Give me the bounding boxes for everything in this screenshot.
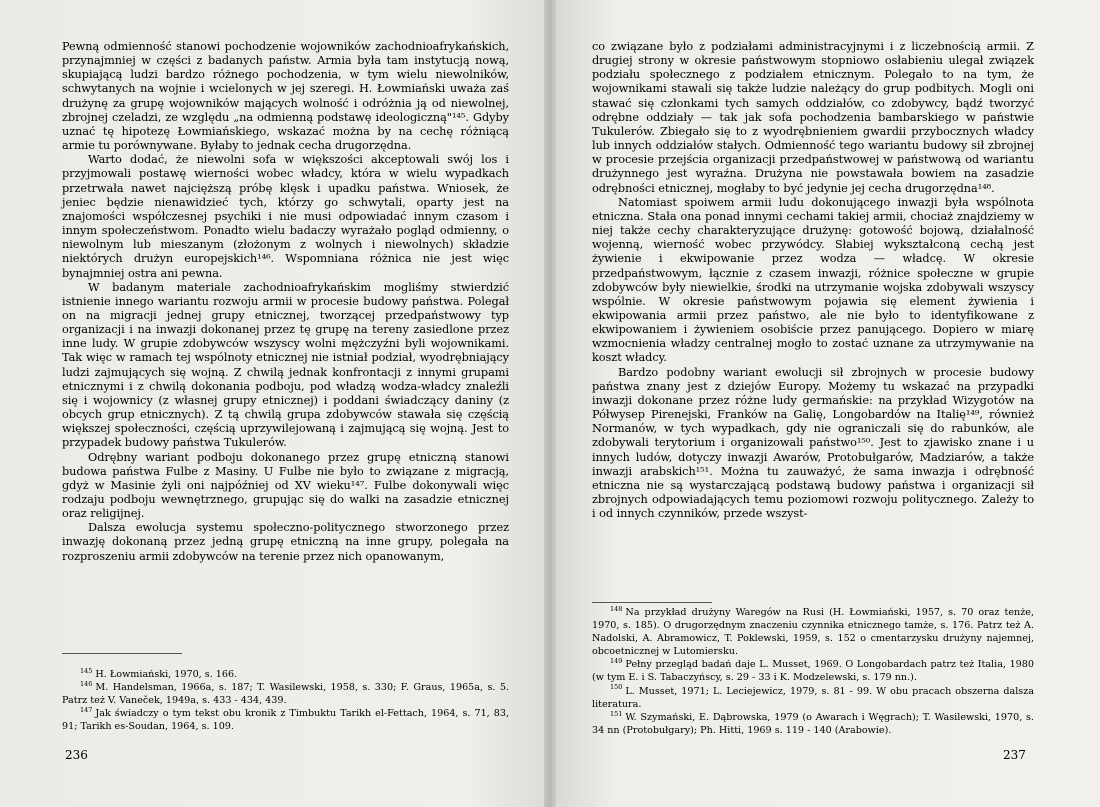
footnote-text: L. Musset, 1971; L. Leciejewicz, 1979, s. 81 - 99. W obu pracach obszerna dalsza literatura. <box>592 685 1034 710</box>
page-number: 236 <box>65 748 88 762</box>
footnote <box>592 685 1034 711</box>
footnote-text: H. Łowmiański, 1970, s. 166. <box>95 669 238 680</box>
footnote-text: W. Szymański, E. Dąbrowska, 1979 (o Awarach i Węgrach); T. Wasilewski, 1970, s. 34 nn (Protobułgary); Ph. Hitti, 1969 s. 119 - 140 (Arabowie). <box>592 711 1034 736</box>
footnote-text: M. Handelsman, 1966a, s. 187; T. Wasilewski, 1958, s. 330; F. Graus, 1965a, s. 5. Patrz też V. Vaneček, 1949a, s. 433 - 434, 439. <box>62 682 509 707</box>
footnote-number: 149 <box>610 657 623 666</box>
footnote-text: Pełny przegląd badań daje L. Musset, 1969. O Longobardach patrz też Italia, 1980 (w tym E. i S. Tabaczyńscy, s. 29 - 33 i K. Modzelewski, s. 179 nn.). <box>592 659 1034 684</box>
paragraph: Warto dodać, że niewolni sofa w większości akceptowali swój los i przyjmowali postawę wierności wobec władcy, która w wielu wypadkach przetrwała nawet najcięższą próbę klęsk i upadku państwa. Wniosek, że jeniec będzie nienawidzieć tych, którzy go schwytali, oparty jest na znajomości współczesnej psychiki i nie musi odpowiadać innym czasom i innym społeczeństwom. Ponadto wielu badaczy wyrażało pogląd odmienny, o niewolnym lub mieszanym (złożonym z wolnych i niewolnych) składzie niektórych drużyn europejskich¹⁴⁶. Wspomniana różnica nie jest więc bynajmniej ostra ani pewna. <box>62 153 509 280</box>
footnote-number: 145 <box>80 666 93 675</box>
page-number: 237 <box>1003 748 1026 762</box>
footnote-separator <box>592 602 712 603</box>
footnote <box>592 606 1034 658</box>
paragraph: co związane było z podziałami administracyjnymi i z liczebnością armii. Z drugiej strony w okresie państwowym stopniowo osłabieniu ulegał związek podziału społecznego z podziałem etnicznym. Polegało to na tym, że wojownikami stawali się także ludzie należący do grup podbitych. Mogli oni stawać się członkami tych samych oddziałów, co zdobywcy, bądź tworzyć odrębne oddziały — tak jak sofa pochodzenia bambarskiego w państwie Tukulerów. Zbiegało się to z wyodrębnieniem gwardii przybocznych władcy lub innych oddziałów stałych. Odmienność tego wariantu budowy sił zbrojnej w procesie przejścia organizacji przedpaństwowej w państwową od wariantu drużynnego jest wyraźna. Drużyna nie powstawała bowiem na zasadzie odrębności etnicznej, mogłaby to być jedynie jej cecha drugorzędna¹⁴⁸. <box>592 40 1034 195</box>
right-body-text <box>592 40 1034 521</box>
paragraph: Odrębny wariant podboju dokonanego przez grupę etniczną stanowi budowa państwa Fulbe z Masiny. U Fulbe nie było to związane z migracją, gdyż w Masinie żyli oni najpóźniej od XV wieku¹⁴⁷. Fulbe dokonywali więc rodzaju podboju wewnętrznego, grupując się do walki na zasadzie etnicznej oraz religijnej. <box>62 450 509 521</box>
footnote-number: 148 <box>610 604 623 613</box>
paragraph: Dalsza ewolucja systemu społeczno-politycznego stworzonego przez inwazję dokonaną przez jedną grupę etniczną na inne grupy, polegała na rozproszeniu armii zdobywców na terenie przez nich opanowanym, <box>62 521 509 563</box>
footnote <box>592 658 1034 684</box>
paragraph: Bardzo podobny wariant ewolucji sił zbrojnych w procesie budowy państwa znany jest z dziejów Europy. Możemy tu wskazać na przypadki inwazji dokonane przez różne ludy germańskie: na przykład Wizygotów na Półwysep Pirenejski, Franków na Galię, Longobardów na Italię¹⁴⁹, również Normanów, w tych wypadkach, gdy nie ograniczali się do rabunków, ale zdobywali terytorium i organizowali państwo¹⁵⁰. Jest to zjawisko znane i u innych ludów, dotyczy inwazji Awarów, Protobułgarów, Madziarów, a także inwazji arabskich¹⁵¹. Można tu zauważyć, że sama inwazja i odrębność etniczna nie są wystarczającą podstawą budowy państwa i organizacji sił zbrojnych odpowiadających temu poziomowi rozwoju politycznego. Zależy to i od innych czynników, przede wszyst- <box>592 365 1034 521</box>
footnote-number: 150 <box>610 683 623 692</box>
footnote-text: Jak świadczy o tym tekst obu kronik z Timbuktu Tarikh el-Fettach, 1964, s. 71, 83, 91; Tarikh es-Soudan, 1964, s. 109. <box>62 708 509 733</box>
paragraph: W badanym materiale zachodnioafrykańskim mogliśmy stwierdzić istnienie innego wariantu rozwoju armii w procesie budowy państwa. Polegał on na migracji jednej grupy etnicznej, tworzącej przedpaństwowy typ organizacji i na inwazji dokonanej przez tę grupę na tereny zasiedlone przez inne ludy. W grupie zdobywców wszyscy wolni mężczyźni byli wojownikami. Tak więc w ramach tej wspólnoty etnicznej nie istniał podział, wyodrębniający ludzi zajmujących się wojną. Z chwilą jednak konfrontacji z innymi grupami etnicznymi i z chwilą dokonania podboju, pod władzą wodza-władcy znaleźli się i wojownicy (z własnej grupy etnicznej) i poddani świadczący daniny (z obcych grup etnicznych). Z tą chwilą grupa zdobywców stawała się częścią większej społeczności, częścią uprzywilejowaną i zajmującą się wojną. Jest to przypadek budowy państwa Tukulerów. <box>62 280 509 450</box>
footnote-number: 147 <box>80 706 93 715</box>
footnote-number: 151 <box>610 709 623 718</box>
paragraph: Pewną odmienność stanowi pochodzenie wojowników zachodnioafrykańskich, przynajmniej w części z badanych państw. Armia była tam instytucją nową, skupiającą ludzi bardzo różnego pochodzenia, w tym wielu niewolników, schwytanych na wojnie i wcielonych w jej szeregi. H. Łowmiański uważa zaś drużynę za grupę wojowników mających wolność i odróżnia ją od niewolnej, zbrojnej czeladzi, ze względu „na odmienną podstawę ideologiczną"¹⁴⁵. Gdyby uznać tę hipotezę Łowmiańskiego, wskazać można by na cechę różniącą armie tu porównywane. Byłaby to jednak cecha drugorzędna. <box>62 40 509 153</box>
footnote-text: Na przykład drużyny Waregów na Rusi (H. Łowmiański, 1957, s. 70 oraz tenże, 1970, s. 185). O drugorzędnym znaczeniu czynnika etnicznego tamże, s. 176. Patrz też A. Nadolski, A. Abramowicz, T. Poklewski, 1959, s. 152 o cmentarzysku drużyny najemnej, obcoetnicznej w Lutomiersku. <box>592 607 1034 658</box>
right-footnotes <box>592 606 1034 737</box>
paragraph: Natomiast spoiwem armii ludu dokonującego inwazji była wspólnota etniczna. Stała ona ponad innymi cechami takiej armii, chociaż znajdziemy w niej także cechy charakteryzujące drużynę: gotowość bojową, działalność wojenną, wierność wobec przywódcy. Słabiej wykształconą cechą jest żywienie i ekwipowanie przez wodza — władcę. W okresie przedpaństwowym, łącznie z czasem inwazji, różnice społeczne w grupie zdobywców były niewielkie, środki na utrzymanie wojska zdobywali wszyscy wspólnie. W okresie państwowym pojawia się element żywienia i ekwipowania armii przez państwo, ale nie było to identyfikowane z ekwipowaniem i żywieniem osobiście przez panującego. Dopiero w miarę wzmocnienia władzy centralnej mogło to zostać uznane za utrzymywanie na koszt władcy. <box>592 195 1034 365</box>
footnote <box>592 711 1034 737</box>
footnote-number: 146 <box>80 679 93 688</box>
